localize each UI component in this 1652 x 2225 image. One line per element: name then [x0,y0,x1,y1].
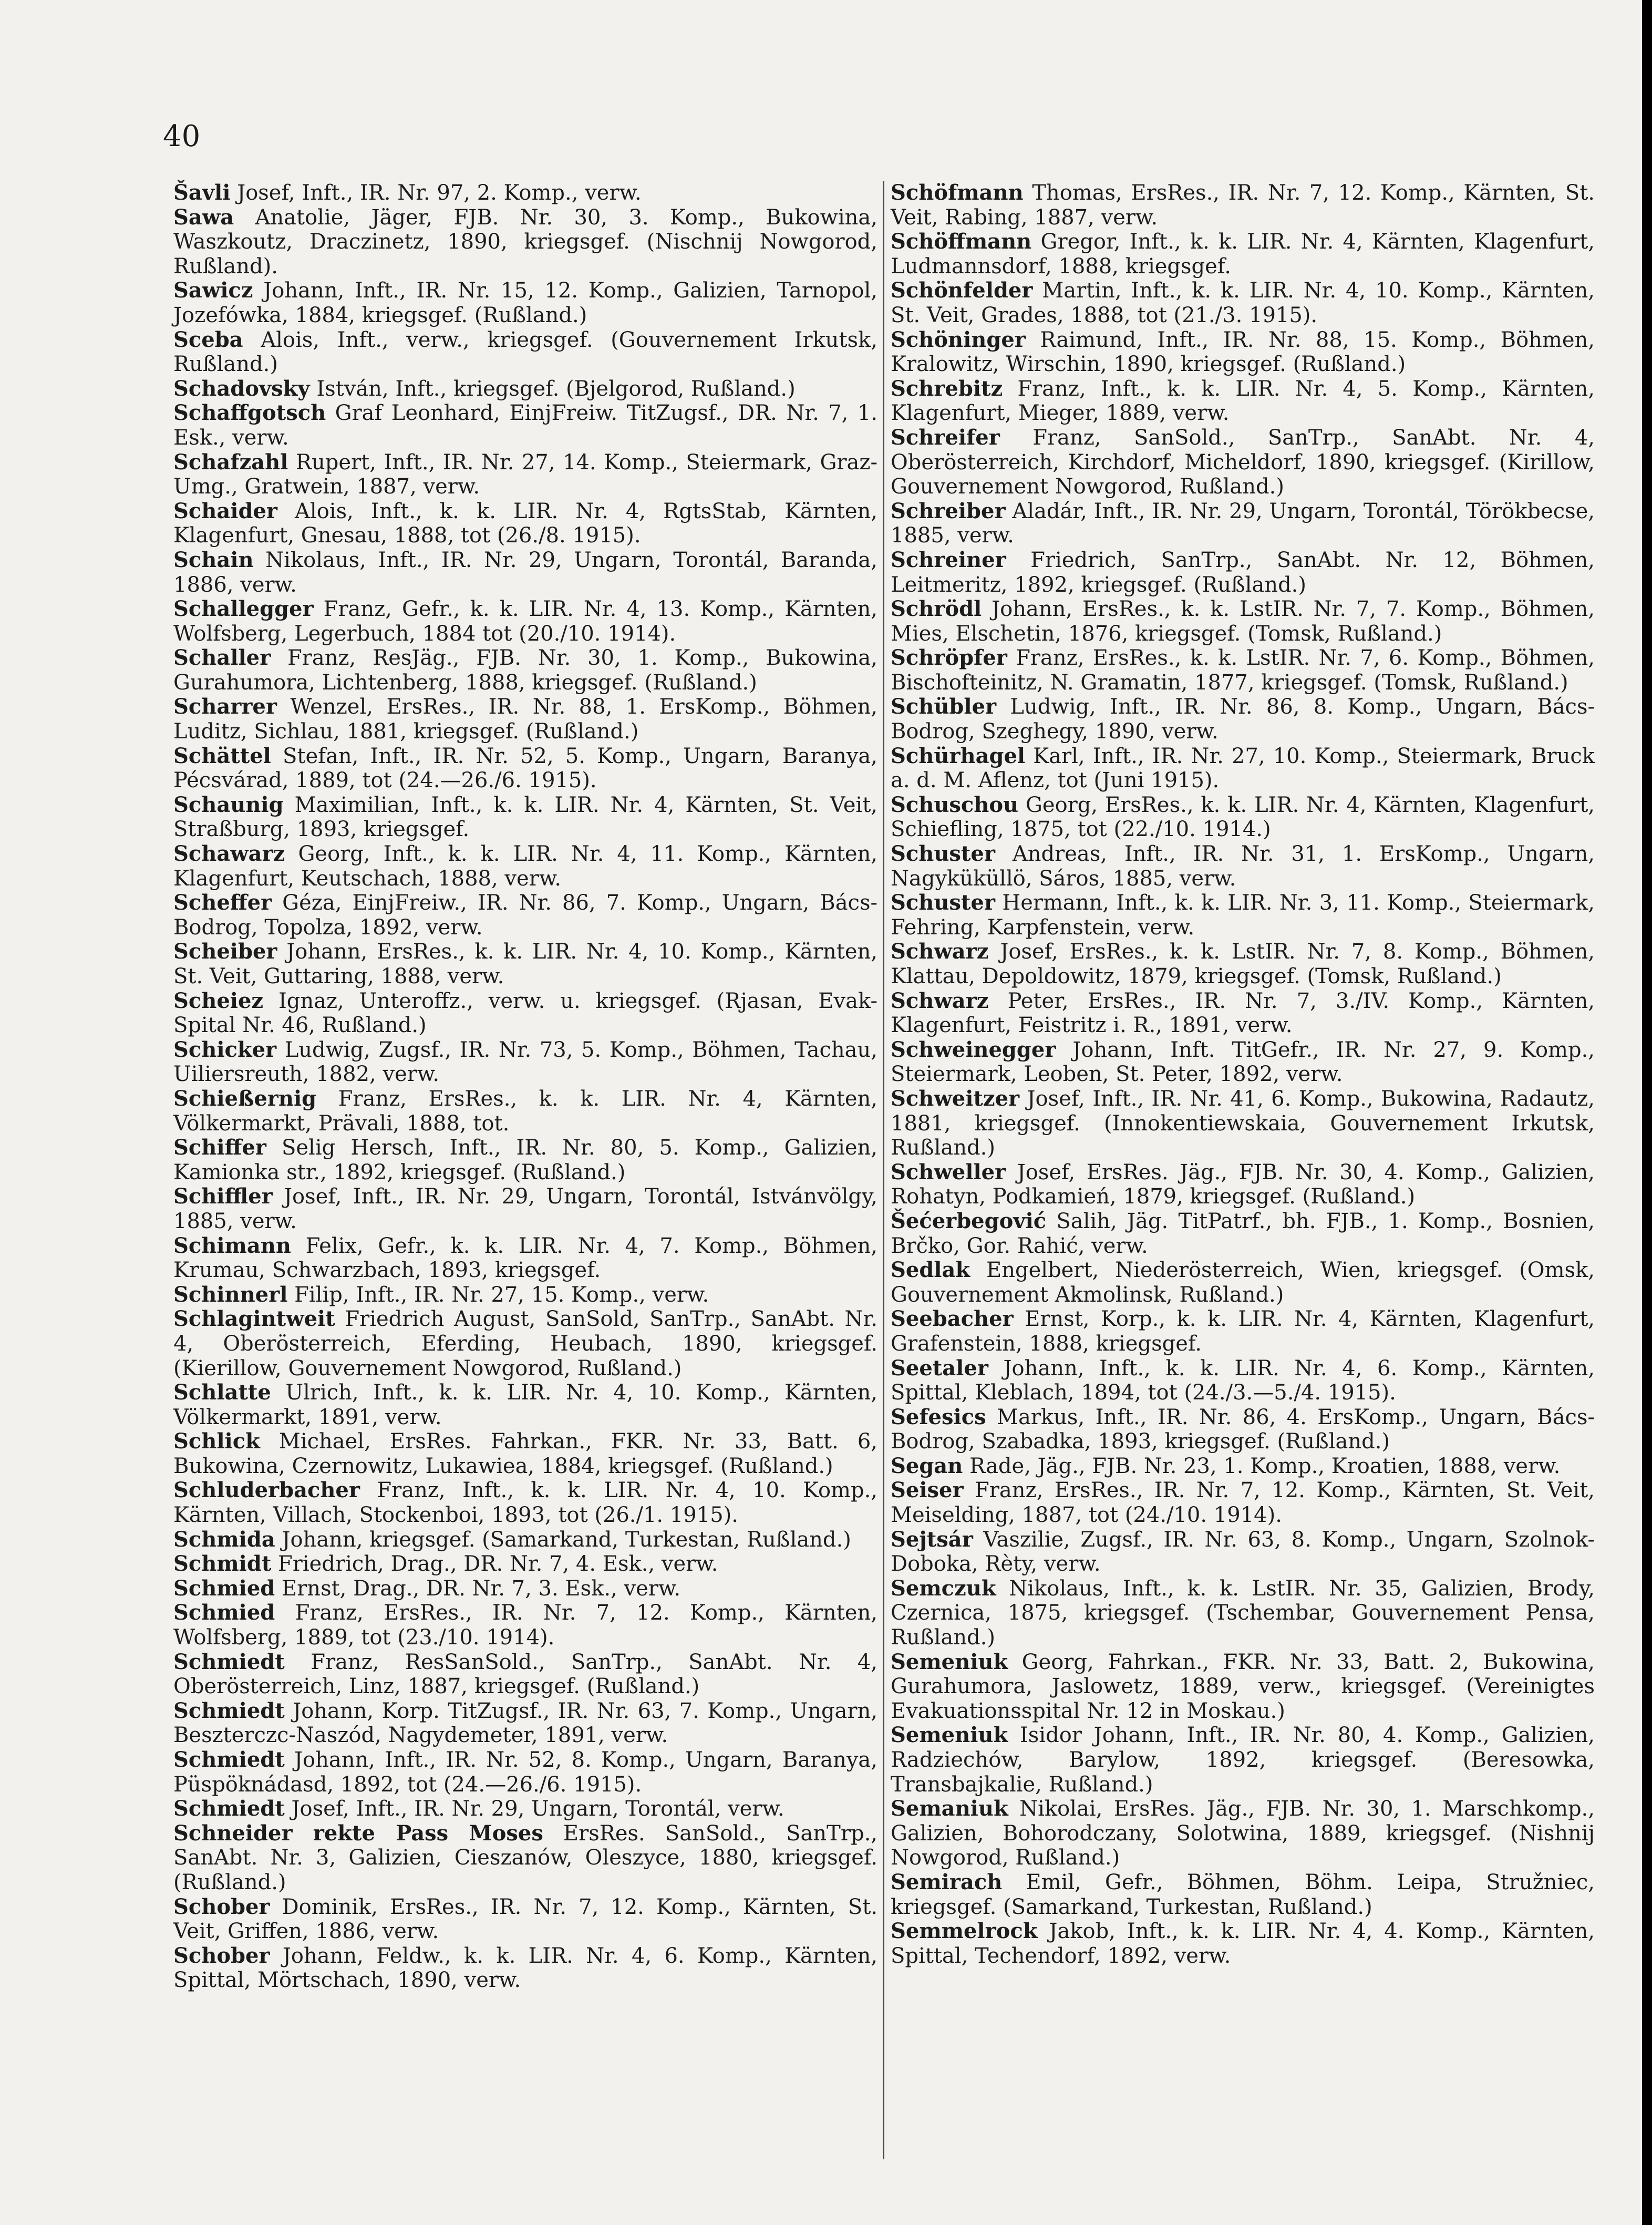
entry-name: Schiffer [173,1135,266,1160]
entry [173,744,877,793]
entry [173,377,877,401]
entry [173,1184,877,1233]
entry [173,940,877,988]
entry-text: Wenzel, ErsRes., IR. Nr. 88, 1. ErsKomp., Böhmen, Luditz, Sichlau, 1881, kriegsgef. (Rußland.) [173,695,877,744]
entry-text: Ignaz, Unteroffz., verw. u. kriegsgef. (Rjasan, Evak-Spital Nr. 46, Rußland.) [173,988,877,1038]
entry [891,1870,1595,1919]
entry [891,1038,1595,1087]
entry-name: Scheiez [173,988,264,1013]
entry-name: Semeniuk [891,1649,1008,1674]
entry-name: Schreifer [891,425,1000,450]
entry-name: Schiffler [173,1184,273,1209]
entry-name: Schallegger [173,596,314,622]
right-column [891,181,1595,1968]
entry [891,1919,1595,1968]
entry-name: Schuster [891,890,995,915]
entry-text: Raimund, Inft., IR. Nr. 88, 15. Komp., Böhmen, Kralowitz, Wirschin, 1890, kriegsgef. (Rußland.) [891,327,1595,377]
entry-name: Schweitzer [891,1086,1020,1111]
entry [173,1429,877,1478]
entry [891,1723,1595,1797]
entry-text: Johann, kriegsgef. (Samarkand, Turkestan, Rußland.) [282,1527,851,1552]
entry-name: Schaider [173,498,277,523]
entry-name: Schönfelder [891,278,1033,303]
entry-text: Johann, Feldw., k. k. LIR. Nr. 4, 6. Komp., Kärnten, Spittal, Mörtschach, 1890, verw. [173,1943,877,1993]
entry-text: Franz, ErsRes., k. k. LIR. Nr. 4, Kärnten, Völkermarkt, Prävali, 1888, tot. [173,1086,877,1136]
entry-name: Semmelrock [891,1919,1038,1944]
entry [891,1454,1595,1479]
entry [173,1087,877,1136]
entry-text: Ernst, Korp., k. k. LIR. Nr. 4, Kärnten, Klagenfurt, Grafenstein, 1888, kriegsgef. [891,1307,1595,1356]
entry-name: Schürhagel [891,743,1026,768]
entry [173,205,877,279]
entry [891,940,1595,988]
entry-text: Franz, Inft., k. k. LIR. Nr. 4, 5. Komp., Kärnten, Klagenfurt, Mieger, 1889, verw. [891,376,1595,426]
entry [891,230,1595,279]
entry-name: Schlick [173,1429,260,1454]
entry-text: Josef, ErsRes., k. k. LstIR. Nr. 7, 8. Komp., Böhmen, Klattau, Depoldowitz, 1879, kriegsgef. (Tomsk, Rußland.) [891,940,1595,988]
entry [173,891,877,940]
entry-text: Franz, ResSanSold., SanTrp., SanAbt. Nr. 4, Oberösterreich, Linz, 1887, kriegsgef. (Rußland.) [173,1650,878,1699]
entry-name: Scheffer [173,890,272,915]
entry [891,1258,1595,1307]
entry-text: Dominik, ErsRes., IR. Nr. 7, 12. Komp., Kärnten, St. Veit, Griffen, 1886, verw. [173,1894,877,1944]
entry [173,842,877,891]
entry-text: Jakob, Inft., k. k. LIR. Nr. 4, 4. Komp., Kärnten, Spittal, Techendorf, 1892, verw. [891,1919,1595,1968]
entry-text: Stefan, Inft., IR. Nr. 52, 5. Komp., Ungarn, Baranya, Pécsvárad, 1889, tot (24.—26./6. 1915). [173,744,877,793]
entry [891,1307,1595,1356]
entry-text: Alois, Inft., k. k. LIR. Nr. 4, RgtsStab, Kärnten, Klagenfurt, Gnesau, 1888, tot (26./8. 1915). [173,499,878,548]
entry-text: Aladár, Inft., IR. Nr. 29, Ungarn, Torontál, Törökbecse, 1885, verw. [891,499,1595,548]
entry-text: Johann, ErsRes., k. k. LstIR. Nr. 7, 7. Komp., Böhmen, Mies, Elschetin, 1876, kriegsgef. (Tomsk, Rußland.) [891,597,1595,646]
entry [891,1528,1595,1577]
entry-name: Schinnerl [173,1282,288,1307]
entry-name: Sedlak [891,1258,970,1283]
entry-name: Schlagintweit [173,1306,335,1332]
entry [173,1650,877,1699]
entry-name: Sawicz [173,278,253,303]
entry [173,548,877,597]
entry [173,401,877,450]
entry-text: Josef, Inft., IR. Nr. 29, Ungarn, Torontál, verw. [291,1797,784,1821]
entry [891,597,1595,646]
entry-name: Sejtsár [891,1527,973,1552]
entry [891,646,1595,695]
entry-text: Johann, Inft., IR. Nr. 52, 8. Komp., Ungarn, Baranya, Püspöknádasd, 1892, tot (24.—26./6. 1915). [173,1748,877,1797]
entry-name: Schreiner [891,547,1006,572]
entry-text: Maximilian, Inft., k. k. LIR. Nr. 4, Kärnten, St. Veit, Straßburg, 1893, kriegsgef. [173,792,878,842]
entry-text: Felix, Gefr., k. k. LIR. Nr. 4, 7. Komp., Böhmen, Krumau, Schwarzbach, 1893, kriegsgef. [173,1233,877,1283]
entry-text: Friedrich, Drag., DR. Nr. 7, 4. Esk., verw. [278,1552,718,1577]
entry [891,989,1595,1038]
entry-name: Sefesics [891,1404,986,1429]
entry-text: Michael, ErsRes. Fahrkan., FKR. Nr. 33, Batt. 6, Bukowina, Czernowitz, Lukawiea, 1884, kriegsgef. (Rußland.) [173,1429,877,1478]
entry-name: Seiser [891,1478,964,1503]
entry-text: Franz, SanSold., SanTrp., SanAbt. Nr. 4, Oberösterreich, Kirchdorf, Micheldorf, 1890, kriegsgef. (Kirillow, Gouvernement Nowgorod, Rußland.) [891,425,1595,499]
entry-name: Schweinegger [891,1037,1056,1062]
entry [173,1821,877,1895]
entry-name: Semirach [891,1869,1003,1894]
entry [891,328,1595,377]
entry [891,1160,1595,1209]
entry [173,1528,877,1552]
entry-name: Schmiedt [173,1649,285,1674]
entry [173,1552,877,1577]
entry [891,181,1595,230]
entry [891,1577,1595,1650]
entry-name: Schmiedt [173,1747,285,1772]
entry-text: Rupert, Inft., IR. Nr. 27, 14. Komp., Steiermark, Graz-Umg., Gratwein, 1887, verw. [173,450,877,499]
column-divider [883,181,884,2159]
entry-text: Johann, Inft., k. k. LIR. Nr. 4, 6. Komp., Kärnten, Spittal, Kleblach, 1894, tot (24./3.—5./4. 1915). [891,1356,1595,1405]
entry-text: Martin, Inft., k. k. LIR. Nr. 4, 10. Komp., Kärnten, St. Veit, Grades, 1888, tot (21./3. 1915). [891,279,1595,327]
entry-text: Andreas, Inft., IR. Nr. 31, 1. ErsKomp., Ungarn, Nagyküküllö, Sáros, 1885, verw. [891,842,1595,891]
entry [173,1283,877,1307]
entry-text: Josef, Inft., IR. Nr. 29, Ungarn, Torontál, Istvánvölgy, 1885, verw. [173,1184,878,1233]
entry-text: Isidor Johann, Inft., IR. Nr. 80, 4. Komp., Galizien, Radziechów, Barylow, 1892, kriegsgef. (Beresowka, Transbajkalie, Rußland.) [891,1723,1595,1797]
entry [173,1895,877,1944]
entry-name: Schicker [173,1037,277,1062]
entry [173,1601,877,1650]
entry [173,450,877,499]
entry-name: Schröpfer [891,645,1007,671]
entry [173,1136,877,1184]
entry-name: Schweller [891,1159,1006,1184]
entry [891,1405,1595,1454]
entry-text: Josef, ErsRes. Jäg., FJB. Nr. 30, 4. Komp., Galizien, Rohatyn, Podkamień, 1879, kriegsgef. (Rußland.) [891,1160,1595,1209]
entry-name: Šećerbegović [891,1208,1047,1233]
entry-name: Sawa [173,204,234,230]
entry [173,1478,877,1527]
entry-text: Rade, Jäg., FJB. Nr. 23, 1. Komp., Kroatien, 1888, verw. [969,1454,1561,1478]
entry [891,891,1595,940]
entry-name: Seetaler [891,1355,988,1381]
entry-text: Selig Hersch, Inft., IR. Nr. 80, 5. Komp., Galizien, Kamionka str., 1892, kriegsgef. (Rußland.) [173,1136,878,1184]
entry-text: Franz, ErsRes., IR. Nr. 7, 12. Komp., Kärnten, St. Veit, Meiselding, 1887, tot (24./10. 1914). [891,1478,1595,1528]
entry-name: Schafzahl [173,449,288,475]
entry [891,1087,1595,1160]
entry [173,695,877,744]
entry [173,328,877,377]
entry [173,499,877,548]
entry-name: Schmida [173,1527,275,1552]
entry-text: Ernst, Drag., DR. Nr. 7, 3. Esk., verw. [281,1576,681,1601]
entry-text: Ludwig, Zugsf., IR. Nr. 73, 5. Komp., Böhmen, Tachau, Uiliersreuth, 1882, verw. [173,1037,877,1087]
entry [891,279,1595,327]
entry [173,1234,877,1283]
entry-text: Franz, ResJäg., FJB. Nr. 30, 1. Komp., Bukowina, Gurahumora, Lichtenberg, 1888, kriegsgef. (Rußland.) [173,646,877,695]
entry [891,793,1595,842]
entry-name: Schwarz [891,939,989,964]
entry [173,1038,877,1087]
entry-text: Friedrich August, SanSold, SanTrp., SanAbt. Nr. 4, Oberösterreich, Eferding, Heubach, 1890, kriegsgef. (Kierillow, Gouvernement Nowgorod, Rußland.) [173,1307,877,1381]
entry-name: Schober [173,1894,270,1919]
entry-text: Josef, Inft., IR. Nr. 97, 2. Komp., verw. [237,181,642,205]
entry [891,1650,1595,1724]
entry-name: Schübler [891,694,997,719]
entry-name: Schöfmann [891,180,1024,205]
entry-text: Johann, Korp. TitZugsf., IR. Nr. 63, 7. Komp., Ungarn, Beszterczc-Naszód, Nagydemeter, 1891, verw. [173,1698,878,1748]
entry [173,1307,877,1381]
entry [891,548,1595,597]
entry-name: Schättel [173,743,271,768]
entry-text: Friedrich, SanTrp., SanAbt. Nr. 12, Böhmen, Leitmeritz, 1892, kriegsgef. (Rußland.) [891,548,1595,597]
entry-text: Markus, Inft., IR. Nr. 86, 4. ErsKomp., Ungarn, Bács-Bodrog, Szabadka, 1893, kriegsgef. (Rußland.) [891,1405,1595,1454]
left-column [173,181,877,1993]
entry [173,1381,877,1429]
entry-name: Schuster [891,841,995,867]
entry-name: Schöffmann [891,229,1032,254]
entry-text: Johann, Inft., IR. Nr. 15, 12. Komp., Galizien, Tarnopol, Jozefówka, 1884, kriegsgef. (Rußland.) [173,279,878,327]
entry-text: Josef, Inft., IR. Nr. 41, 6. Komp., Bukowina, Radautz, 1881, kriegsgef. (Innokentiewskaia, Gouvernement Irkutsk, Rußland.) [891,1086,1595,1160]
entry-name: Semczuk [891,1575,996,1601]
entry [891,1356,1595,1405]
entry-text: Georg, ErsRes., k. k. LIR. Nr. 4, Kärnten, Klagenfurt, Schiefling, 1875, tot (22./10. 1914.) [891,792,1595,842]
entry [891,1478,1595,1527]
entry-name: Seebacher [891,1306,1014,1332]
entry-text: Nikolai, ErsRes. Jäg., FJB. Nr. 30, 1. Marschkomp., Galizien, Bohorodczany, Solotwina, 1889, kriegsgef. (Nishnij Nowgorod, Rußland.) [891,1797,1595,1870]
entry-name: Schlatte [173,1380,271,1405]
entry-text: Franz, Inft., k. k. LIR. Nr. 4, 10. Komp., Kärnten, Villach, Stockenboi, 1893, tot (26./1. 1915). [173,1478,877,1528]
entry [891,842,1595,891]
entry [173,1944,877,1993]
entry-name: Schadovsky [173,376,310,401]
entry-name: Schaffgotsch [173,400,326,426]
entry-name: Schober [173,1943,270,1968]
entry-text: Nikolaus, Inft., k. k. LstIR. Nr. 35, Galizien, Brody, Czernica, 1875, kriegsgef. (Tschembar, Gouvernement Pensa, Rußland.) [891,1576,1595,1650]
entry [173,1577,877,1601]
entry-name: Semeniuk [891,1723,1008,1748]
entry [173,279,877,327]
entry-text: Thomas, ErsRes., IR. Nr. 7, 12. Komp., Kärnten, St. Veit, Rabing, 1887, verw. [891,181,1595,230]
entry-name: Šavli [173,180,231,205]
entry-name: Schluderbacher [173,1478,360,1503]
entry-name: Schmied [173,1600,275,1625]
entry [891,1797,1595,1870]
entry-name: Schimann [173,1233,291,1258]
entry [173,1748,877,1797]
entry-name: Sceba [173,327,243,352]
entry-text: Ludwig, Inft., IR. Nr. 86, 8. Komp., Ungarn, Bács-Bodrog, Szeghegy, 1890, verw. [891,695,1595,744]
entry-text: Vaszilie, Zugsf., IR. Nr. 63, 8. Komp., Ungarn, Szolnok-Doboka, Rèty, verw. [891,1527,1595,1577]
entry [173,1699,877,1748]
entry [173,597,877,646]
entry-name: Schawarz [173,841,285,867]
entry [891,377,1595,426]
entry-text: Ulrich, Inft., k. k. LIR. Nr. 4, 10. Komp., Kärnten, Völkermarkt, 1891, verw. [173,1381,877,1429]
entry [891,499,1595,548]
entry-text: Géza, EinjFreiw., IR. Nr. 86, 7. Komp., Ungarn, Bács-Bodrog, Topolza, 1892, verw. [173,891,877,940]
entry-text: Hermann, Inft., k. k. LIR. Nr. 3, 11. Komp., Steiermark, Fehring, Karpfenstein, verw. [891,891,1595,940]
entry-name: Schain [173,547,254,572]
entry-name: Schöninger [891,327,1026,352]
entry-name: Schrebitz [891,376,1003,401]
entry [173,181,877,205]
entry-text: Salih, Jäg. TitPatrf., bh. FJB., 1. Komp., Bosnien, Brčko, Gor. Rahić, verw. [891,1209,1595,1258]
entry-text: Gregor, Inft., k. k. LIR. Nr. 4, Kärnten, Klagenfurt, Ludmannsdorf, 1888, kriegsgef. [891,230,1595,279]
entry-name: Schmiedt [173,1796,285,1821]
entry-text: Georg, Fahrkan., FKR. Nr. 33, Batt. 2, Bukowina, Gurahumora, Jaslowetz, 1889, verw., kriegsgef. (Vereinigtes Evakuationsspital Nr. 12 in Moskau.) [891,1650,1595,1723]
entry-name: Schießernig [173,1086,317,1111]
entry-name: Schreiber [891,498,1006,523]
entry [173,1797,877,1821]
entry-name: Semaniuk [891,1796,1008,1821]
entry-name: Schwarz [891,988,989,1013]
entry-name: Schrödl [891,596,982,622]
entry-name: Schaller [173,645,271,671]
entry [891,695,1595,744]
entry [891,744,1595,793]
entry-name: Schmied [173,1575,275,1601]
entry [173,646,877,695]
entry-text: Johann, Inft. TitGefr., IR. Nr. 27, 9. Komp., Steiermark, Leoben, St. Peter, 1892, verw. [891,1037,1595,1087]
entry-text: Peter, ErsRes., IR. Nr. 7, 3./IV. Komp., Kärnten, Klagenfurt, Feistritz i. R., 1891, verw. [891,988,1595,1038]
entry-name: Schaunig [173,792,284,817]
page-number: 40 [163,119,201,153]
entry-name: Schmiedt [173,1698,285,1723]
entry [891,426,1595,499]
entry [173,793,877,842]
entry-text: Johann, ErsRes., k. k. LIR. Nr. 4, 10. Komp., Kärnten, St. Veit, Guttaring, 1888, verw. [173,940,877,988]
entry-text: Graf Leonhard, EinjFreiw. TitZugsf., DR. Nr. 7, 1. Esk., verw. [173,401,877,450]
entry-text: ErsRes. SanSold., SanTrp., SanAbt. Nr. 3, Galizien, Cieszanów, Oleszyce, 1880, kriegsgef. (Rußland.) [173,1821,878,1894]
entry [891,1209,1595,1258]
entry-text: Franz, ErsRes., IR. Nr. 7, 12. Komp., Kärnten, Wolfsberg, 1889, tot (23./10. 1914). [173,1601,877,1650]
entry [173,989,877,1038]
entry-text: Nikolaus, Inft., IR. Nr. 29, Ungarn, Torontál, Baranda, 1886, verw. [173,548,877,597]
entry-text: Filip, Inft., IR. Nr. 27, 15. Komp., verw. [294,1282,709,1307]
entry-text: Emil, Gefr., Böhmen, Böhm. Leipa, Stružniec, kriegsgef. (Samarkand, Turkestan, Rußland.) [891,1870,1595,1919]
entry-name: Schneider rekte Pass Moses [173,1820,543,1846]
entry-text: Franz, Gefr., k. k. LIR. Nr. 4, 13. Komp., Kärnten, Wolfsberg, Legerbuch, 1884 tot (20./10. 1914). [173,597,877,646]
entry-text: Karl, Inft., IR. Nr. 27, 10. Komp., Steiermark, Bruck a. d. M. Aflenz, tot (Juni 1915). [891,744,1595,793]
entry-text: István, Inft., kriegsgef. (Bjelgorod, Rußland.) [316,376,796,401]
entry-name: Segan [891,1453,963,1478]
entry-text: Georg, Inft., k. k. LIR. Nr. 4, 11. Komp., Kärnten, Klagenfurt, Keutschach, 1888, verw. [173,842,877,891]
entry-name: Scheiber [173,939,277,964]
entry-text: Anatolie, Jäger, FJB. Nr. 30, 3. Komp., Bukowina, Waszkoutz, Draczinetz, 1890, kriegsgef. (Nischnij Nowgorod, Rußland). [173,205,877,279]
entry-name: Schuschou [891,792,1019,817]
entry-name: Scharrer [173,694,277,719]
entry-name: Schmidt [173,1551,272,1577]
entry-text: Franz, ErsRes., k. k. LstIR. Nr. 7, 6. Komp., Böhmen, Bischofteinitz, N. Gramatin, 1877, kriegsgef. (Tomsk, Rußland.) [891,646,1595,695]
entry-text: Alois, Inft., verw., kriegsgef. (Gouvernement Irkutsk, Rußland.) [173,327,877,377]
entry-text: Engelbert, Niederösterreich, Wien, kriegsgef. (Omsk, Gouvernement Akmolinsk, Rußland.) [891,1258,1595,1307]
